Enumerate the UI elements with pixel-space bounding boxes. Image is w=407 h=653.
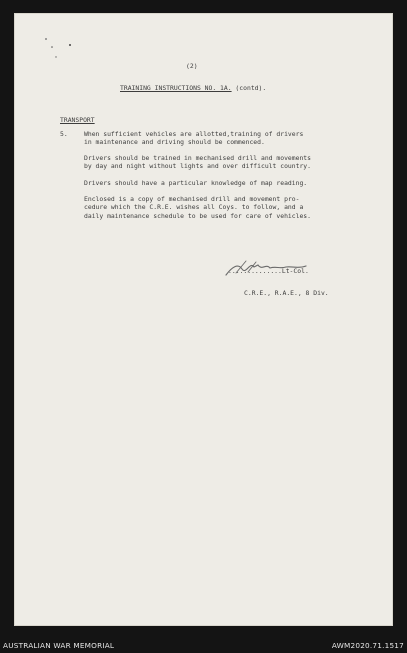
title-underlined: TRAINING INSTRUCTIONS NO. 1A. [120, 84, 232, 92]
paragraph-3: Drivers should have a particular knowledge of map reading. [84, 179, 308, 187]
document-title [120, 84, 266, 92]
footer-institution: AUSTRALIAN WAR MEMORIAL [3, 641, 115, 650]
paragraph-1: When sufficient vehicles are allotted,training of drivers in maintenance and driving should be commenced. [84, 130, 304, 147]
section-heading: TRANSPORT [60, 116, 95, 124]
signatory-title: C.R.E., R.A.E., 8 Div. [244, 289, 329, 297]
paragraph-number: 5. [60, 130, 68, 138]
paragraph-2: Drivers should be trained in mechanised drill and movements by day and night without lights and over difficult country. [84, 154, 312, 171]
title-suffix: (contd). [231, 84, 267, 92]
page-number: (2) [186, 62, 198, 70]
footer-accession-number: AWM2020.71.1517 [331, 641, 404, 650]
signature-line: ..............Lt-Col. [228, 267, 309, 275]
paragraph-4: Enclosed is a copy of mechanised drill and movement pro- cedure which the C.R.E. wishes all Coys. to follow, and a daily maintenance schedule to be used for care of vehicles. [84, 195, 312, 220]
paper-marks [40, 33, 80, 63]
document-page [14, 13, 393, 626]
